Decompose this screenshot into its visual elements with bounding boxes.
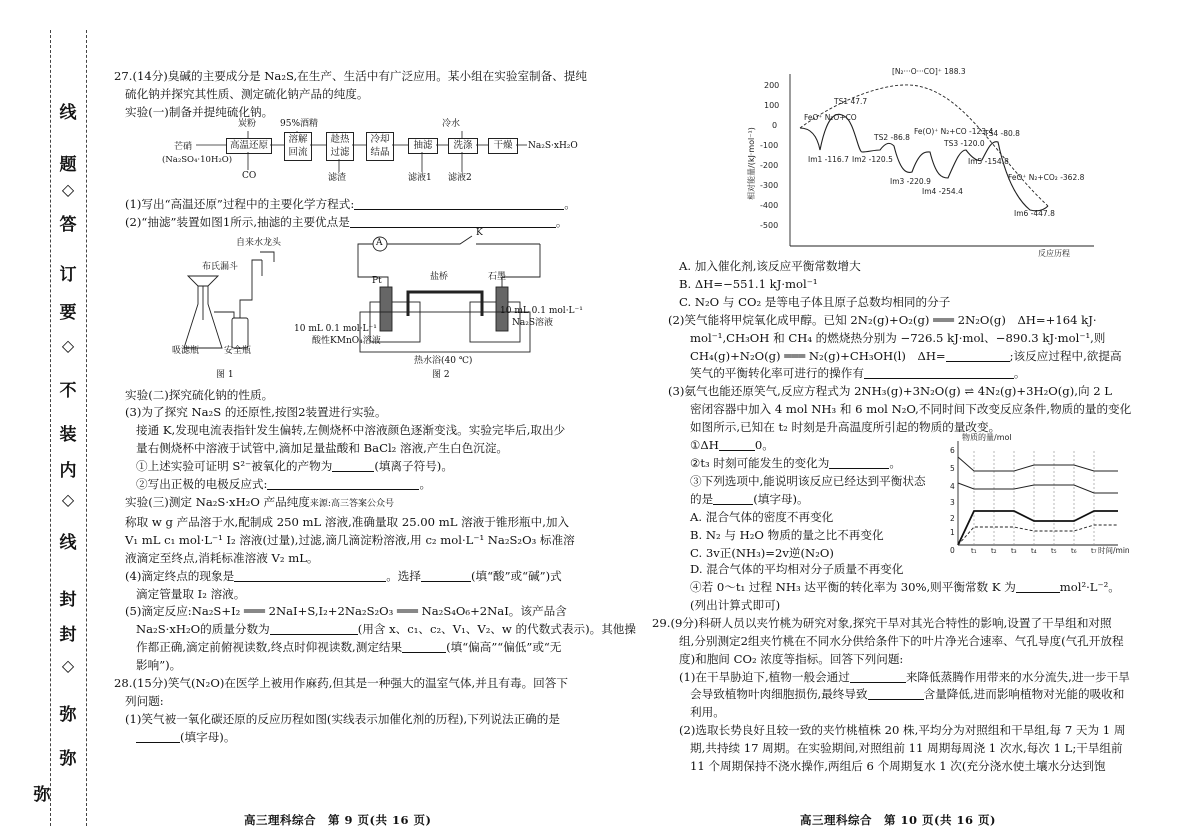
q29-1e: 利用。 xyxy=(690,705,725,720)
q28-2e: 笑气的平衡转化率可进行的操作有 。 xyxy=(690,366,1026,381)
q27-5: (5)滴定反应:Na₂S+I₂ ═══ 2NaI+S,I₂+2Na₂S₂O₃ ═══ Na₂S₄O₆+2NaI。该产品含 xyxy=(125,604,567,619)
flow-box-hotfilter-b: 过滤 xyxy=(330,146,350,158)
q27-4-text-c: (填“酸”或“碱”)式 xyxy=(470,568,562,583)
fig2-label-right2: Na₂S溶液 xyxy=(512,317,554,328)
q29-2b: 期,共持续 17 周期。在实验期间,对照组前 11 周期每周浇 1 次水,每次 1 L;干旱组前 xyxy=(690,741,1123,756)
fig2-caption: 图 2 xyxy=(432,369,450,380)
binding-word: 线 xyxy=(59,533,77,553)
binding-word: 封 xyxy=(59,590,77,610)
amount-xticks xyxy=(971,547,1097,555)
flow-box-wash: 洗涤 xyxy=(448,138,478,154)
binding-diamond: ◇ xyxy=(61,336,75,355)
flow-chart xyxy=(114,118,596,196)
fig2-label-bridge: 盐桥 xyxy=(430,271,449,282)
answer-blank[interactable] xyxy=(713,492,753,505)
q27-3c-text: ①上述实验可证明 S²⁻被氧化的产物为 xyxy=(136,459,333,474)
q28-3-4c: (列出计算式即可) xyxy=(690,597,781,612)
binding-word: 要 xyxy=(59,303,77,323)
energy-label-ts2: TS2 -86.8 xyxy=(874,133,910,142)
q27-5e-text: (填“偏高”“偏低”或“无 xyxy=(446,640,562,655)
fig2-label-left2: 酸性KMnO₄溶液 xyxy=(312,335,381,346)
q28-1: (1)笑气被一氧化碳还原的反应历程如图(实线表示加催化剂的历程),下列说法正确的是 xyxy=(125,711,560,726)
energy-label-im1: Im1 -116.7 xyxy=(808,155,849,164)
q28-2e-text: 笑气的平衡转化率可进行的操作有 xyxy=(690,366,864,381)
answer-blank[interactable] xyxy=(354,197,564,210)
binding-line-outer xyxy=(50,30,51,826)
amount-chart xyxy=(938,431,1138,555)
q27-5f: 影响”)。 xyxy=(136,658,182,673)
energy-label-im2: Im2 -120.5 xyxy=(852,155,893,164)
answer-blank[interactable] xyxy=(136,730,180,743)
q27-3c xyxy=(114,458,596,476)
q27-3b: 量右侧烧杯中溶液于试管中,滴加足量盐酸和 BaCl₂ 溶液,产生白色沉淀。 xyxy=(136,441,509,456)
q28-3-1 xyxy=(668,437,926,455)
binding-diamond: ◇ xyxy=(61,490,75,509)
q27-5d-text: 作都正确,滴定前俯视读数,终点时仰视读数,测定结果 xyxy=(136,640,403,655)
binding-word: 内 xyxy=(59,461,77,481)
flow-box-dissolve-b: 回流 xyxy=(288,146,308,158)
flow-box-hotfilter-a: 趁热 xyxy=(330,133,350,145)
answer-blank[interactable] xyxy=(270,622,358,635)
energy-label-top: [N₂···O···CO]⁺ 188.3 xyxy=(892,67,966,76)
q28-3-4 xyxy=(668,579,1188,597)
amount-yticks xyxy=(950,446,955,555)
q27-1: (1)写出“高温还原”过程中的主要化学方程式: 。 xyxy=(125,196,576,211)
exp3-title xyxy=(114,494,596,514)
binding-word: 答 xyxy=(59,215,77,235)
q27-1-text: (1)写出“高温还原”过程中的主要化学方程式: xyxy=(125,196,355,211)
q28-3-opt-b: B. N₂ 与 H₂O 物质的量之比不再变化 xyxy=(690,527,884,542)
amount-xlabel: 时间/min xyxy=(1098,546,1130,556)
flow-box-dry: 干燥 xyxy=(488,138,518,154)
energy-yticks xyxy=(760,81,779,230)
answer-blank[interactable] xyxy=(350,215,556,228)
q27-3c-tail: (填离子符号)。 xyxy=(374,459,453,474)
svg-text:t₂: t₂ xyxy=(991,547,997,556)
q28-3-opt-d: D. 混合气体的平均相对分子质量不再变化 xyxy=(690,562,904,577)
answer-blank[interactable] xyxy=(332,459,374,472)
q27-4d: 滴定管量取 I₂ 溶液。 xyxy=(136,586,246,601)
q28-3-4b-text: mol²·L⁻²。 xyxy=(1059,579,1120,594)
q28-3: (3)氨气也能还原笑气,反应方程式为 2NH₃(g)+3N₂O(g) ⇌ 4N₂(g)+3H₂O(g),向 2 L xyxy=(668,384,1112,399)
fig2-label-bath: 热水浴(40 ℃) xyxy=(414,355,473,366)
binding-word: 封 xyxy=(59,625,77,645)
q28-2b: mol⁻¹,CH₃OH 和 CH₄ 的燃烧热分别为 −726.5 kJ·mol、−890.3 kJ·mol⁻¹,则 xyxy=(690,330,1106,345)
q29-1 xyxy=(668,669,1188,687)
svg-text:2: 2 xyxy=(950,514,955,524)
svg-text:t₃: t₃ xyxy=(1011,547,1017,556)
q29-line2: 组,分别测定2组夹竹桃在不同水分供给条件下的叶片净光合速率、气孔导度(气孔开放程 xyxy=(679,633,1124,648)
answer-blank[interactable] xyxy=(864,366,1014,379)
q28-2c-text: CH₄(g)+N₂O(g) ═══ N₂(g)+CH₃OH(l) ΔH= xyxy=(690,348,946,363)
exp3-b: V₁ mL c₁ mol·L⁻¹ I₂ 溶液(过量),过滤,滴几滴淀粉溶液,用 c₂ mol·L⁻¹ Na₂S₂O₃ 标准溶 xyxy=(125,532,575,547)
answer-blank[interactable] xyxy=(267,477,419,490)
svg-text:-400: -400 xyxy=(760,201,779,210)
q29-1-text: (1)在干旱胁迫下,植物一般会通过 xyxy=(679,669,850,684)
fig2-label-pt: Pt xyxy=(372,275,382,286)
exp3-c: 液滴定至终点,消耗标准溶液 V₂ mL。 xyxy=(125,550,319,565)
svg-text:0: 0 xyxy=(950,546,955,556)
flow-box-suction: 抽滤 xyxy=(408,138,438,154)
flow-out-residue: 滤渣 xyxy=(328,172,347,183)
binding-strip xyxy=(0,0,88,838)
fig1-label-flask: 吸滤瓶 xyxy=(172,345,200,356)
amount-ylabel: 物质的量/mol xyxy=(962,433,1012,443)
svg-text:-500: -500 xyxy=(760,221,779,230)
svg-text:100: 100 xyxy=(764,101,780,110)
energy-label-im5: Im5 -154.8 xyxy=(968,157,1009,166)
svg-text:t₄: t₄ xyxy=(1031,547,1037,556)
exp3-a: 称取 w g 产品溶于水,配制成 250 mL 溶液,准确量取 25.00 mL 溶液于锥形瓶中,加入 xyxy=(125,514,570,529)
q27-5c-text: (用含 x、c₁、c₂、V₁、V₂、w 的代数式表示)。其他操 xyxy=(357,622,636,637)
binding-word-outer: 弥 xyxy=(33,785,51,805)
energy-label-im4: Im4 -254.4 xyxy=(922,187,963,196)
svg-text:3: 3 xyxy=(950,498,955,508)
q28-title: 28.(15分)笑气(N₂O)在医学上被用作麻药,但其是一种强大的温室气体,并且有毒。回答下 xyxy=(114,676,568,691)
binding-word: 题 xyxy=(59,155,77,175)
q28-3-opt-c: C. 3v正(NH₃)=2v逆(N₂O) xyxy=(690,545,834,560)
figures-row xyxy=(114,227,596,387)
q27-3d-text: ②写出正极的电极反应式: xyxy=(136,477,268,492)
answer-blank[interactable] xyxy=(402,640,446,653)
fig2-label-graphite: 石墨 xyxy=(488,271,507,282)
q29-2c: 11 个周期保持不浇水操作,两组后 6 个周期复水 1 次(充分浇水使土壤水分达到饱 xyxy=(690,759,1106,774)
binding-word: 弥 xyxy=(59,749,77,769)
exp3-watermark: 来源:高三答案公众号 xyxy=(309,498,394,509)
svg-text:-100: -100 xyxy=(760,141,779,150)
q28-2: (2)笑气能将甲烷氧化成甲醇。已知 2N₂(g)+O₂(g) ═══ 2N₂O(g) ΔH=+164 kJ· xyxy=(668,312,1097,327)
q29-line3: 度)和胞间 CO₂ 浓度等指标。回答下列问题: xyxy=(679,651,904,666)
fig2-label-ammeter: A xyxy=(376,237,383,248)
flow-box-reduction: 高温还原 xyxy=(226,138,272,154)
q27-3: (3)为了探究 Na₂S 的还原性,按图2装置进行实验。 xyxy=(125,405,387,420)
answer-blank[interactable] xyxy=(234,569,386,582)
fig1-label-funnel: 布氏漏斗 xyxy=(202,261,239,272)
exp3-title-text: 实验(三)测定 Na₂S·xH₂O 产品纯度 xyxy=(125,494,310,509)
energy-label-end: FeO⁺ N₂+CO₂ -362.8 xyxy=(1008,173,1085,182)
q28-3-block xyxy=(668,433,1188,561)
answer-blank[interactable] xyxy=(421,569,471,582)
fig1-label-safety: 安全瓶 xyxy=(224,345,252,356)
binding-diamond: ◇ xyxy=(61,180,75,199)
energy-label-start: FeO⁺ N₂O+CO xyxy=(804,113,857,122)
svg-text:t₁: t₁ xyxy=(971,547,977,556)
q27-2: (2)“抽滤”装置如图1所示,抽滤的主要优点是 。 xyxy=(125,214,568,229)
binding-word: 不 xyxy=(59,381,77,401)
q27-title: 27.(14分)臭碱的主要成分是 Na₂S,在生产、生活中有广泛应用。某小组在实验室制备、提纯 xyxy=(114,69,588,83)
q28-line2: 列问题: xyxy=(125,693,164,708)
q28-3b: 密闭容器中加入 4 mol NH₃ 和 6 mol N₂O,不同时间下改变反应条件,物质的量的变化 xyxy=(690,402,1132,417)
flow-top-ethanol: 95%酒精 xyxy=(280,118,319,129)
binding-word: 装 xyxy=(59,425,77,445)
q27-4-text-b: 。选择 xyxy=(386,568,421,583)
binding-line-inner xyxy=(86,30,87,826)
exp1-title: 实验(一)制备并提纯硫化钠。 xyxy=(125,104,274,119)
q28-2c xyxy=(668,348,1188,366)
svg-text:4: 4 xyxy=(950,482,955,492)
energy-chart-svg xyxy=(668,0,1188,258)
q28-3-1b-text: 0。 xyxy=(754,438,774,453)
svg-text:t₇: t₇ xyxy=(1091,547,1097,556)
q28-3-opt-a: A. 混合气体的密度不再变化 xyxy=(690,509,834,524)
q27-line2: 硫化钠并探究其性质、测定硫化钠产品的纯度。 xyxy=(125,86,369,101)
footer-left: 高三理科综合 第 9 页(共 16 页) xyxy=(244,813,432,827)
q29-title: 29.(9分)科研人员以夹竹桃为研究对象,探究干旱对其光合特性的影响,设置了干旱组和对照 xyxy=(652,615,1112,630)
svg-text:6: 6 xyxy=(950,446,955,456)
q27-5b xyxy=(114,621,636,639)
svg-text:5: 5 xyxy=(950,464,955,474)
fig1-suction-apparatus xyxy=(154,237,304,360)
binding-word: 弥 xyxy=(59,705,77,725)
q29-1c xyxy=(668,686,1188,704)
svg-text:-300: -300 xyxy=(760,181,779,190)
q27-2-text: (2)“抽滤”装置如图1所示,抽滤的主要优点是 xyxy=(125,214,350,229)
answer-blank[interactable] xyxy=(719,438,755,451)
flow-box-crystal-a: 冷却 xyxy=(370,133,390,145)
answer-blank[interactable] xyxy=(850,670,906,683)
flow-product: Na₂S·xH₂O xyxy=(528,140,578,151)
q29-1d-text: 含量降低,进而影响植物对光能的吸收和 xyxy=(923,687,1125,702)
binding-diamond: ◇ xyxy=(61,656,75,675)
q27-5d xyxy=(114,639,596,657)
flow-top-carbon: 炭粉 xyxy=(238,118,257,129)
q29-1b-text: 来降低蒸腾作用带来的水分流失,进一步干旱 xyxy=(905,669,1130,684)
svg-text:t₅: t₅ xyxy=(1051,547,1057,556)
q28-3-1-text: ①ΔH xyxy=(690,438,719,453)
q27-3a: 接通 K,发现电流表指针发生偏转,左侧烧杯中溶液颜色逐渐变浅。实验完毕后,取出少 xyxy=(136,423,566,438)
q28-3-3: ③下列选项中,能说明该反应已经达到平衡状态 xyxy=(690,473,926,488)
q28-3-2: ②t₃ 时刻可能发生的变化为 。 xyxy=(690,455,901,470)
right-page xyxy=(652,0,1188,776)
answer-blank[interactable] xyxy=(829,456,889,469)
binding-word: 订 xyxy=(59,265,77,285)
flow-box-crystal-b: 结晶 xyxy=(370,146,390,158)
q28-1b-text: (填字母)。 xyxy=(180,729,236,744)
flow-raw-formula: (Na₂SO₄·10H₂O) xyxy=(162,154,233,165)
fig1-label-tap: 自来水龙头 xyxy=(236,237,282,248)
q28-opt-c: C. N₂O 与 CO₂ 是等电子体且原子总数均相同的分子 xyxy=(679,294,951,309)
energy-label-feo: Fe(O)⁺ N₂+CO -123.4 xyxy=(914,127,994,136)
binding-word: 线 xyxy=(59,103,77,123)
energy-label-im3: Im3 -220.9 xyxy=(890,177,931,186)
fig2-label-switch: K xyxy=(476,227,483,238)
q27-3d: ②写出正极的电极反应式: 。 xyxy=(136,477,432,492)
energy-chart xyxy=(668,0,1188,258)
energy-ylabel: 相对能量/(kJ·mol⁻¹) xyxy=(747,127,756,200)
q27-4-text: (4)滴定终点的现象是 xyxy=(125,568,235,583)
fig2-electrochem-cell xyxy=(350,232,580,362)
svg-text:0: 0 xyxy=(772,121,778,130)
flow-top-coldwater: 冷水 xyxy=(442,118,461,129)
answer-blank[interactable] xyxy=(946,349,1010,362)
fig2-label-right: 10 mL 0.1 mol·L⁻¹ xyxy=(500,305,583,316)
answer-blank[interactable] xyxy=(868,687,924,700)
svg-text:1: 1 xyxy=(950,528,955,538)
flow-box-dissolve-a: 溶解 xyxy=(288,133,308,145)
q28-3-3b xyxy=(668,491,926,509)
energy-xlabel: 反应历程 xyxy=(1038,249,1070,258)
q28-3c: 如图所示,已知在 t₂ 时刻是升高温度所引起的物质的量改变。 xyxy=(690,420,1001,435)
q29-2: (2)选取长势良好且较一致的夹竹桃植株 20 株,平均分为对照组和干旱组,每 7 天为 1 周 xyxy=(679,723,1126,738)
answer-blank[interactable] xyxy=(1016,580,1060,593)
svg-text:-200: -200 xyxy=(760,161,779,170)
flow-out-filtrate2: 滤液2 xyxy=(448,172,472,183)
q28-1b xyxy=(114,729,596,747)
q27-5b-text: Na₂S·xH₂O的质量分数为 xyxy=(136,622,270,637)
q27-4 xyxy=(114,568,596,586)
flow-out-filtrate1: 滤液1 xyxy=(408,172,432,183)
exp2-title: 实验(二)探究硫化钠的性质。 xyxy=(125,387,274,402)
flow-arrows xyxy=(114,124,596,196)
q28-opt-b: B. ΔH=−551.1 kJ·mol⁻¹ xyxy=(679,276,818,291)
q28-2d-text: ;该反应过程中,欲提高 xyxy=(1009,348,1122,363)
energy-label-ts4: TS4 -80.8 xyxy=(984,129,1020,138)
energy-label-ts3: TS3 -120.0 xyxy=(944,139,985,148)
footer-right: 高三理科综合 第 10 页(共 16 页) xyxy=(800,813,996,827)
svg-text:200: 200 xyxy=(764,81,780,90)
fig2-label-left: 10 mL 0.1 mol·L⁻¹ xyxy=(294,323,377,334)
flow-raw: 芒硝 xyxy=(174,141,193,152)
q28-3-3c-text: (填字母)。 xyxy=(753,491,809,506)
energy-label-ts1: TS1 47.7 xyxy=(834,97,868,106)
q28-3-4-text: ④若 0～t₁ 过程 NH₃ 达平衡的转化率为 30%,则平衡常数 K 为 xyxy=(690,579,1016,594)
left-page xyxy=(114,0,636,747)
energy-label-im6: Im6 -447.8 xyxy=(1014,209,1055,218)
fig1-caption: 图 1 xyxy=(216,369,234,380)
flow-out-co: CO xyxy=(242,170,257,181)
svg-text:t₆: t₆ xyxy=(1071,547,1077,556)
q28-3-2-text: ②t₃ 时刻可能发生的变化为 xyxy=(690,455,830,470)
q29-1c-text: 会导致植物叶肉细胞损伤,最终导致 xyxy=(690,687,868,702)
q28-opt-a: A. 加入催化剂,该反应平衡常数增大 xyxy=(679,259,861,273)
q28-3-3b-text: 的是 xyxy=(690,491,714,506)
